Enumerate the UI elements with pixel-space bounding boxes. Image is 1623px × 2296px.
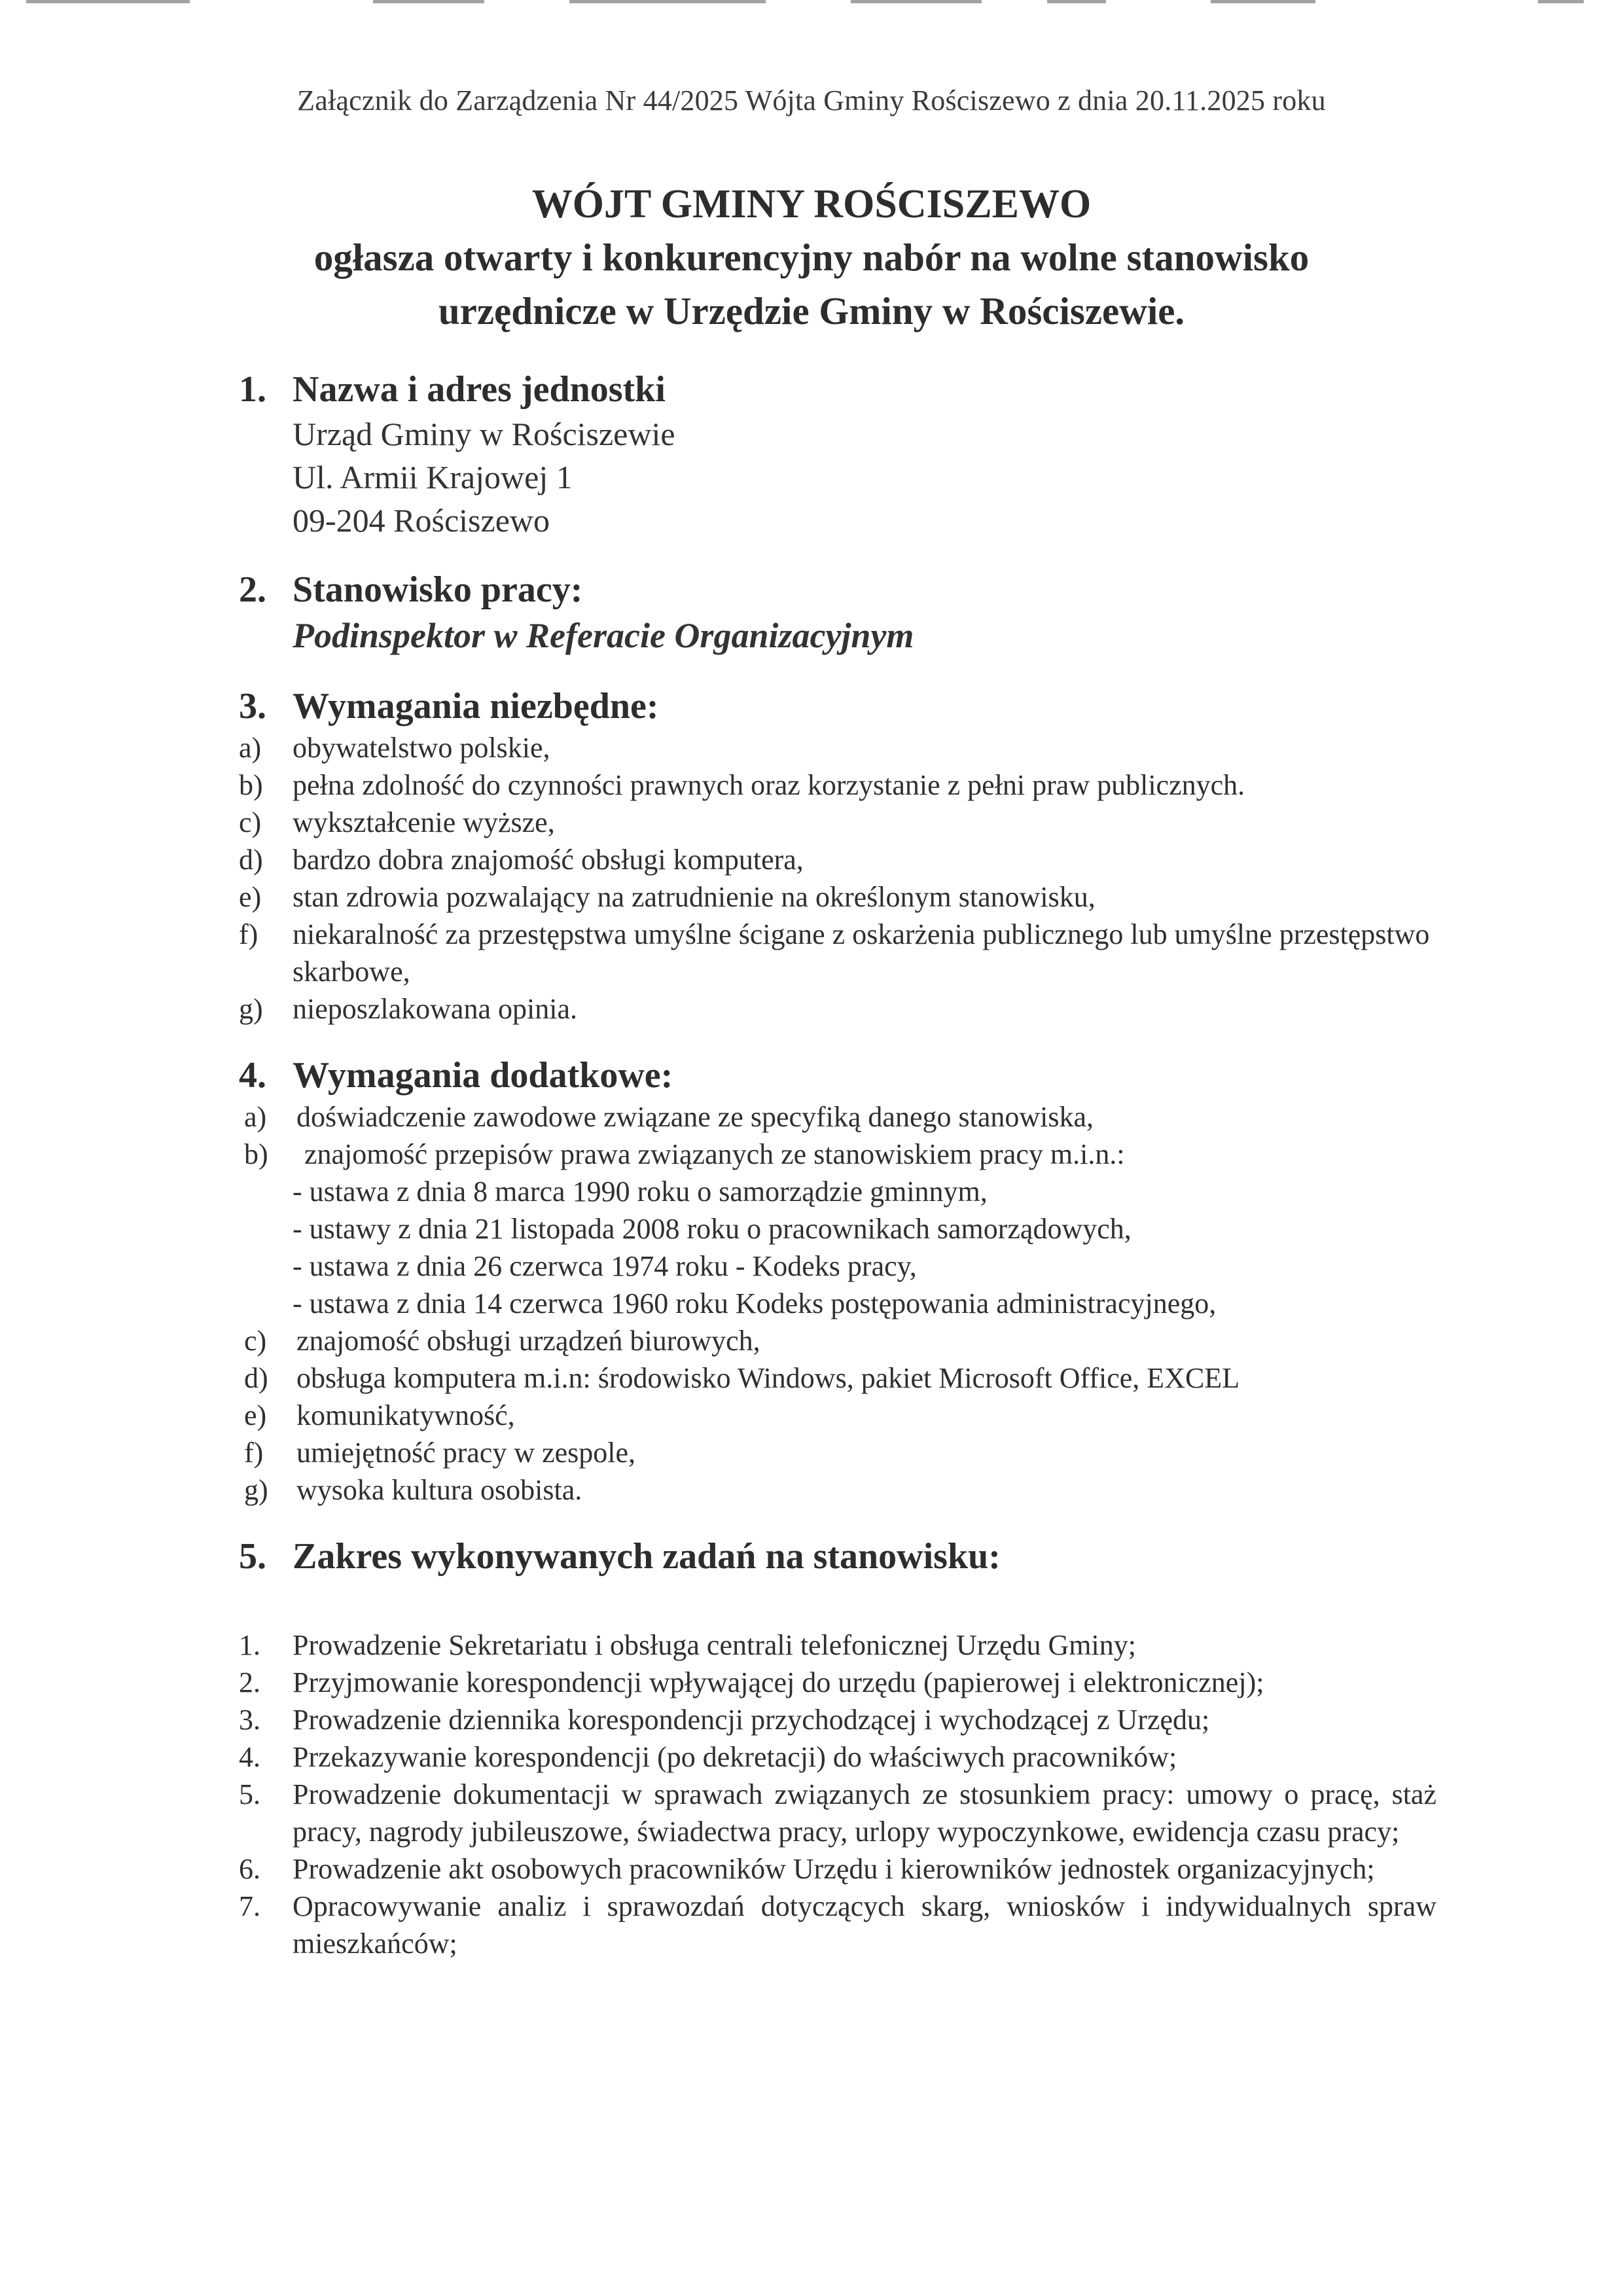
list-item: 2. Przyjmowanie korespondencji wpływającej do urzędu (papierowej i elektronicznej);: [239, 1666, 1264, 1698]
list-item: 7. Opracowywanie analiz i sprawozdań dotyczących skarg, wniosków i indywidualnych spraw mieszkańców;: [239, 1890, 1436, 1960]
law-reference: - ustawa z dnia 26 czerwca 1974 roku - Kodeks pracy,: [293, 1250, 917, 1282]
section-heading: 2. Stanowisko pracy:: [239, 569, 583, 610]
list-item: d) bardzo dobra znajomość obsługi komputera,: [239, 844, 804, 876]
section-position: [239, 567, 1436, 658]
section-heading: 1. Nazwa i adres jednostki: [239, 369, 666, 410]
law-reference: - ustawy z dnia 21 listopada 2008 roku o pracownikach samorządowych,: [293, 1213, 1132, 1245]
unit-name: Urząd Gminy w Rościszewie: [293, 416, 675, 452]
section-duties: [239, 1534, 1436, 1962]
unit-street: Ul. Armii Krajowej 1: [293, 459, 573, 495]
list-item: 1. Prowadzenie Sekretariatu i obsługa centrali telefonicznej Urzędu Gminy;: [239, 1629, 1136, 1661]
list-item: e) komunikatywność,: [244, 1399, 515, 1431]
list-item: 5. Prowadzenie dokumentacji w sprawach związanych ze stosunkiem pracy: umowy o pracę, staż pracy, nagrody jubileuszowe, świadectwa pracy, urlopy wypoczynkowe, ewidencja czasu pracy;: [239, 1778, 1436, 1848]
attachment-note: Załącznik do Zarządzenia Nr 44/2025 Wójta Gminy Rościszewo z dnia 20.11.2025 roku: [297, 84, 1326, 117]
list-item: c) znajomość obsługi urządzeń biurowych,: [244, 1325, 760, 1357]
list-item: a) doświadczenie zawodowe związane ze specyfiką danego stanowiska,: [244, 1101, 1094, 1133]
announcement-title: [0, 178, 1623, 338]
list-item: g) wysoka kultura osobista.: [244, 1474, 582, 1506]
section-required-qualifications: [239, 683, 1436, 1028]
list-item: f) niekaralność za przestępstwa umyślne ścigane z oskarżenia publicznego lub umyślne przestępstwo skarbowe,: [239, 918, 1430, 988]
document-body: [239, 367, 1436, 1962]
requirements-list: [239, 729, 1436, 1028]
list-item: b) znajomość przepisów prawa związanych ze stanowiskiem pracy m.i.n.:: [244, 1138, 1125, 1170]
list-item: c) wykształcenie wyższe,: [239, 806, 555, 838]
list-item: d) obsługa komputera m.i.n: środowisko Windows, pakiet Microsoft Office, EXCEL: [244, 1362, 1240, 1394]
duties-list: [239, 1626, 1436, 1962]
list-item: a) obywatelstwo polskie,: [239, 732, 550, 764]
law-reference: - ustawa z dnia 8 marca 1990 roku o samorządzie gminnym,: [293, 1175, 988, 1208]
list-item: 3. Prowadzenie dziennika korespondencji przychodzącej i wychodzącej z Urzędu;: [239, 1704, 1210, 1736]
list-item: g) nieposzlakowana opinia.: [239, 993, 577, 1025]
list-item: 6. Prowadzenie akt osobowych pracowników Urzędu i kierowników jednostek organizacyjnych;: [239, 1853, 1375, 1885]
list-item: f) umiejętność pracy w zespole,: [244, 1437, 636, 1469]
title-line-1: WÓJT GMINY ROŚCISZEWO: [531, 182, 1092, 226]
title-line-3: urzędnicze w Urzędzie Gminy w Rościszewie.: [438, 289, 1185, 332]
section-heading: 4. Wymagania dodatkowe:: [239, 1055, 673, 1096]
title-line-2: ogłasza otwarty i konkurencyjny nabór na wolne stanowisko: [313, 236, 1310, 279]
section-heading: 3. Wymagania niezbędne:: [239, 686, 659, 726]
section-unit-address: [239, 367, 1436, 542]
list-item: e) stan zdrowia pozwalający na zatrudnienie na określonym stanowisku,: [239, 881, 1096, 913]
law-reference: - ustawa z dnia 14 czerwca 1960 roku Kodeks postępowania administracyjnego,: [293, 1287, 1217, 1319]
additional-requirements-list: [239, 1098, 1436, 1509]
section-heading: 5. Zakres wykonywanych zadań na stanowisku:: [239, 1536, 1001, 1577]
section-additional-qualifications: [239, 1052, 1436, 1509]
scan-edge-marks: [0, 0, 1623, 5]
list-item: b) pełna zdolność do czynności prawnych oraz korzystanie z pełni praw publicznych.: [239, 769, 1245, 801]
unit-postcode-city: 09-204 Rościszewo: [293, 502, 550, 539]
position-title: Podinspektor w Referacie Organizacyjnym: [293, 616, 914, 655]
list-item: 4. Przekazywanie korespondencji (po dekretacji) do właściwych pracowników;: [239, 1741, 1177, 1773]
